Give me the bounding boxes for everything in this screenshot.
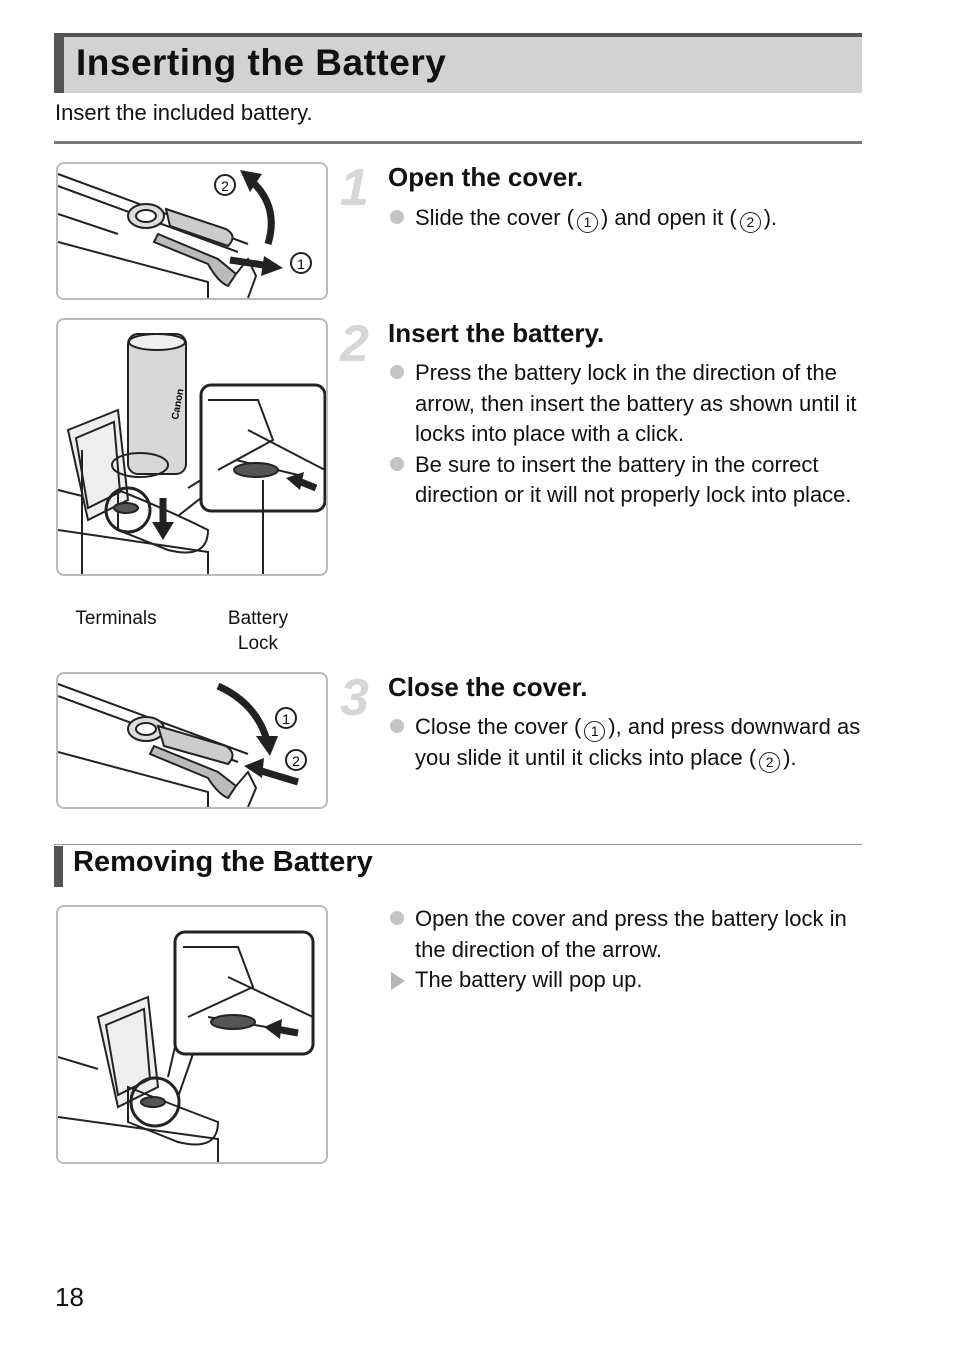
title-accent: [54, 37, 64, 93]
marker-1: 1: [282, 711, 290, 727]
figure-remove-battery: [56, 905, 328, 1164]
removing-bullets: [388, 904, 868, 996]
battery-brand: Canon: [170, 387, 187, 421]
open-cover-illustration: [58, 164, 326, 298]
caption-terminals: Terminals: [75, 608, 157, 629]
marker-2: 2: [759, 752, 780, 773]
marker-1: 1: [297, 256, 305, 272]
step-bullets: [388, 358, 868, 511]
divider: [54, 141, 862, 144]
figure-close-cover: [56, 672, 328, 809]
marker-2: 2: [740, 212, 761, 233]
close-cover-illustration: [58, 674, 326, 807]
intro-text: Insert the included battery.: [55, 100, 313, 125]
bullet: Press the battery lock in the direction of the arrow, then insert the battery as shown until it locks into place with a click.: [388, 358, 868, 450]
step-number: 1: [340, 159, 369, 217]
step-title: Insert the battery.: [388, 318, 605, 348]
marker-2: 2: [292, 753, 300, 769]
page-number: 18: [55, 1282, 84, 1312]
marker-1: 1: [584, 721, 605, 742]
page-title: Inserting the Battery: [76, 42, 447, 83]
bullet: Be sure to insert the battery in the correct direction or it will not properly lock into place.: [388, 450, 868, 511]
step-bullets: [388, 712, 868, 773]
bullet: Open the cover and press the battery lock in the direction of the arrow.: [388, 904, 868, 965]
result-bullet: The battery will pop up.: [388, 965, 868, 996]
bullet: Slide the cover ( 1 ) and open it ( 2 ).: [388, 203, 868, 234]
section-heading: Removing the Battery: [73, 846, 373, 878]
marker-2: 2: [221, 178, 229, 194]
bullet: Close the cover ( 1 ), and press downward as you slide it until it clicks into place ( 2 ).: [388, 712, 868, 773]
step-bullets: [388, 203, 868, 234]
step-title: Close the cover.: [388, 672, 588, 702]
caption-battery-lock: Battery Lock: [227, 608, 289, 654]
section-accent: [54, 846, 63, 887]
insert-battery-illustration: [58, 320, 326, 574]
figure-insert-battery: [56, 318, 328, 576]
step-title: Open the cover.: [388, 162, 584, 192]
step-number: 3: [340, 669, 369, 727]
step-number: 2: [340, 315, 369, 373]
remove-battery-illustration: [58, 907, 326, 1162]
marker-1: 1: [577, 212, 598, 233]
divider: [54, 844, 862, 845]
figure-open-cover: [56, 162, 328, 300]
page-title-bar: [54, 33, 862, 93]
